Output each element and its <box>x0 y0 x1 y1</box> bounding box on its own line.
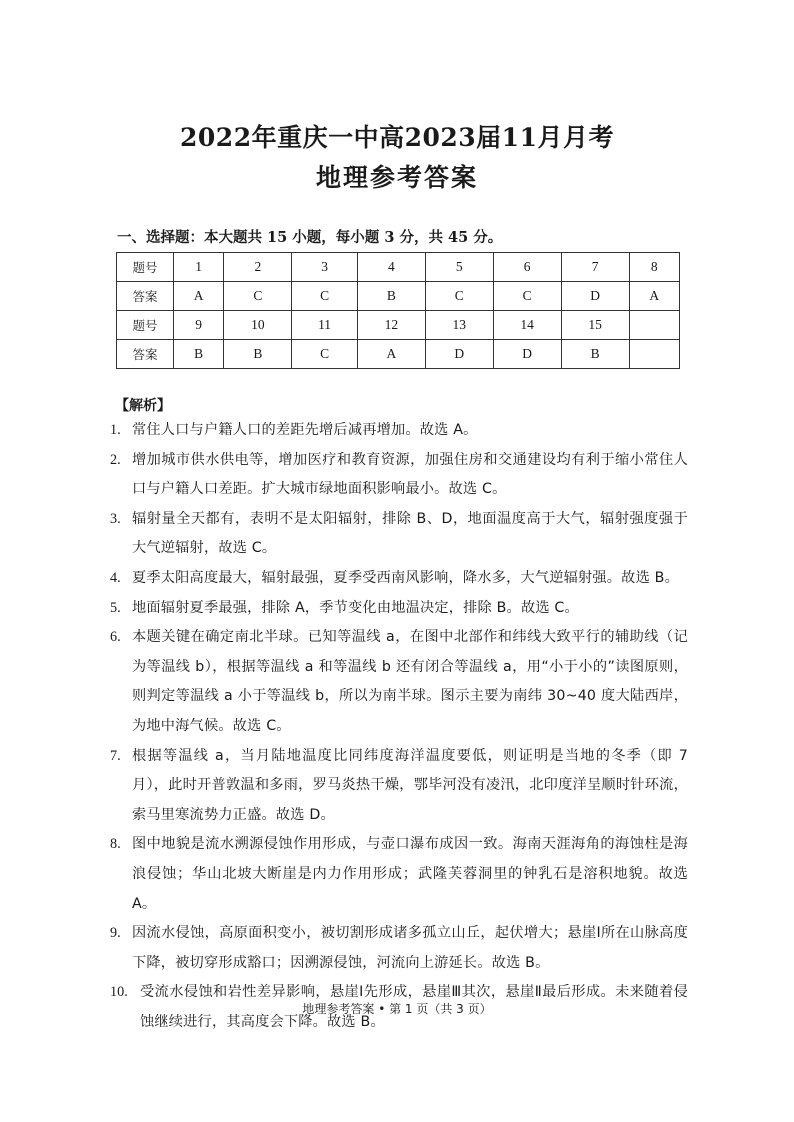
list-item <box>110 594 688 624</box>
row-label: 题号 <box>117 311 174 340</box>
table-cell: D <box>493 340 561 369</box>
item-number: 7. <box>110 747 121 764</box>
table-cell: A <box>174 282 224 311</box>
table-cell: A <box>629 282 679 311</box>
item-text: 夏季太阳高度最大，辐射最强，夏季受西南风影响，降水多，大气逆辐射强。故选 B。 <box>132 569 679 586</box>
table-cell: 11 <box>292 311 358 340</box>
table-cell: 13 <box>425 311 493 340</box>
item-text: 本题关键在确定南北半球。已知等温线 a，在图中北部作和纬线大致平行的辅助线（记为等温线 b），根据等温线 a 和等温线 b 还有闭合等温线 a，用“小于小的”读图原则，则判定等温线 a 小于等温线 b，所以为南半球。图示主要为南纬 30~40 度大陆西岸，为地中海气候。故选 C。 <box>132 629 688 734</box>
table-cell: B <box>174 340 224 369</box>
table-cell: 6 <box>493 253 561 282</box>
list-item <box>110 505 688 564</box>
table-cell: 9 <box>174 311 224 340</box>
item-text: 地面辐射夏季最强，排除 A，季节变化由地温决定，排除 B。故选 C。 <box>132 599 579 616</box>
page-footer: 地理参考答案 • 第 1 页（共 3 页） <box>302 1002 492 1016</box>
table-cell: 7 <box>561 253 629 282</box>
table-cell: C <box>224 282 292 311</box>
table-cell: C <box>292 282 358 311</box>
exam-title: 2022年重庆一中高2023届11月月考 <box>180 123 614 152</box>
answer-table <box>116 252 680 369</box>
table-cell: B <box>561 340 629 369</box>
list-item <box>110 416 688 446</box>
table-cell: 15 <box>561 311 629 340</box>
table-cell: 14 <box>493 311 561 340</box>
table-cell: C <box>425 282 493 311</box>
table-row <box>117 253 680 282</box>
section-heading: 一、选择题：本大题共 15 小题，每小题 3 分，共 45 分。 <box>117 229 503 246</box>
table-cell: A <box>357 340 425 369</box>
table-cell: C <box>292 340 358 369</box>
table-cell: B <box>357 282 425 311</box>
table-cell: 8 <box>629 253 679 282</box>
item-text: 根据等温线 a，当月陆地温度比同纬度海洋温度要低，则证明是当地的冬季（即 7 月），此时开普敦温和多雨，罗马炎热干燥，鄂毕河没有凌汛，北印度洋呈顺时针环流，索马里寒流势力正盛。故选 D。 <box>132 747 688 823</box>
table-cell <box>629 340 679 369</box>
item-text: 图中地貌是流水溯源侵蚀作用形成，与壶口瀑布成因一致。海南天涯海角的海蚀柱是海浪侵蚀；华山北坡大断崖是内力作用形成；武隆芙蓉洞里的钟乳石是溶积地貌。故选 A。 <box>132 836 688 912</box>
item-text: 受流水侵蚀和岩性差异影响，悬崖Ⅰ先形成，悬崖Ⅲ其次，悬崖Ⅱ最后形成。未来随着侵蚀继续进行，其高度会下降。故选 B。 <box>140 984 688 1030</box>
item-text: 因流水侵蚀，高原面积变小，被切割形成诸多孤立山丘，起伏增大；悬崖Ⅰ所在山脉高度下降，被切穿形成豁口；因溯源侵蚀，河流向上游延长。故选 B。 <box>132 925 688 971</box>
table-cell: 4 <box>357 253 425 282</box>
table-cell: 5 <box>425 253 493 282</box>
analysis-list <box>110 416 688 1037</box>
table-cell: 3 <box>292 253 358 282</box>
item-number: 2. <box>110 451 121 468</box>
list-item <box>110 564 688 594</box>
list-item <box>110 623 688 741</box>
item-number: 9. <box>110 925 121 942</box>
table-cell: D <box>425 340 493 369</box>
table-row <box>117 282 680 311</box>
table-cell: D <box>561 282 629 311</box>
item-number: 4. <box>110 569 121 586</box>
table-cell: 10 <box>224 311 292 340</box>
table-row <box>117 311 680 340</box>
item-number: 1. <box>110 422 121 438</box>
item-text: 辐射量全天都有，表明不是太阳辐射，排除 B、D，地面温度高于大气，辐射强度强于大气逆辐射，故选 C。 <box>132 510 688 557</box>
table-cell <box>629 311 679 340</box>
analysis-heading: 【解析】 <box>115 398 171 414</box>
row-label: 答案 <box>117 282 174 311</box>
item-number: 6. <box>110 629 121 646</box>
list-item <box>110 742 688 831</box>
item-text: 常住人口与户籍人口的差距先增后减再增加。故选 A。 <box>132 422 478 438</box>
table-cell: C <box>493 282 561 311</box>
table-cell: 1 <box>174 253 224 282</box>
exam-subtitle: 地理参考答案 <box>315 163 478 192</box>
row-label: 答案 <box>117 340 174 369</box>
table-cell: 12 <box>357 311 425 340</box>
table-row <box>117 340 680 369</box>
item-number: 10. <box>110 984 128 1001</box>
table-cell: B <box>224 340 292 369</box>
list-item <box>110 919 688 978</box>
item-number: 5. <box>110 599 121 616</box>
list-item <box>110 830 688 919</box>
table-cell: 2 <box>224 253 292 282</box>
list-item <box>110 446 688 505</box>
row-label: 题号 <box>117 253 174 282</box>
item-text: 增加城市供水供电等，增加医疗和教育资源，加强住房和交通建设均有利于缩小常住人口与户籍人口差距。扩大城市绿地面积影响最小。故选 C。 <box>132 451 688 498</box>
item-number: 8. <box>110 836 121 853</box>
item-number: 3. <box>110 510 121 527</box>
